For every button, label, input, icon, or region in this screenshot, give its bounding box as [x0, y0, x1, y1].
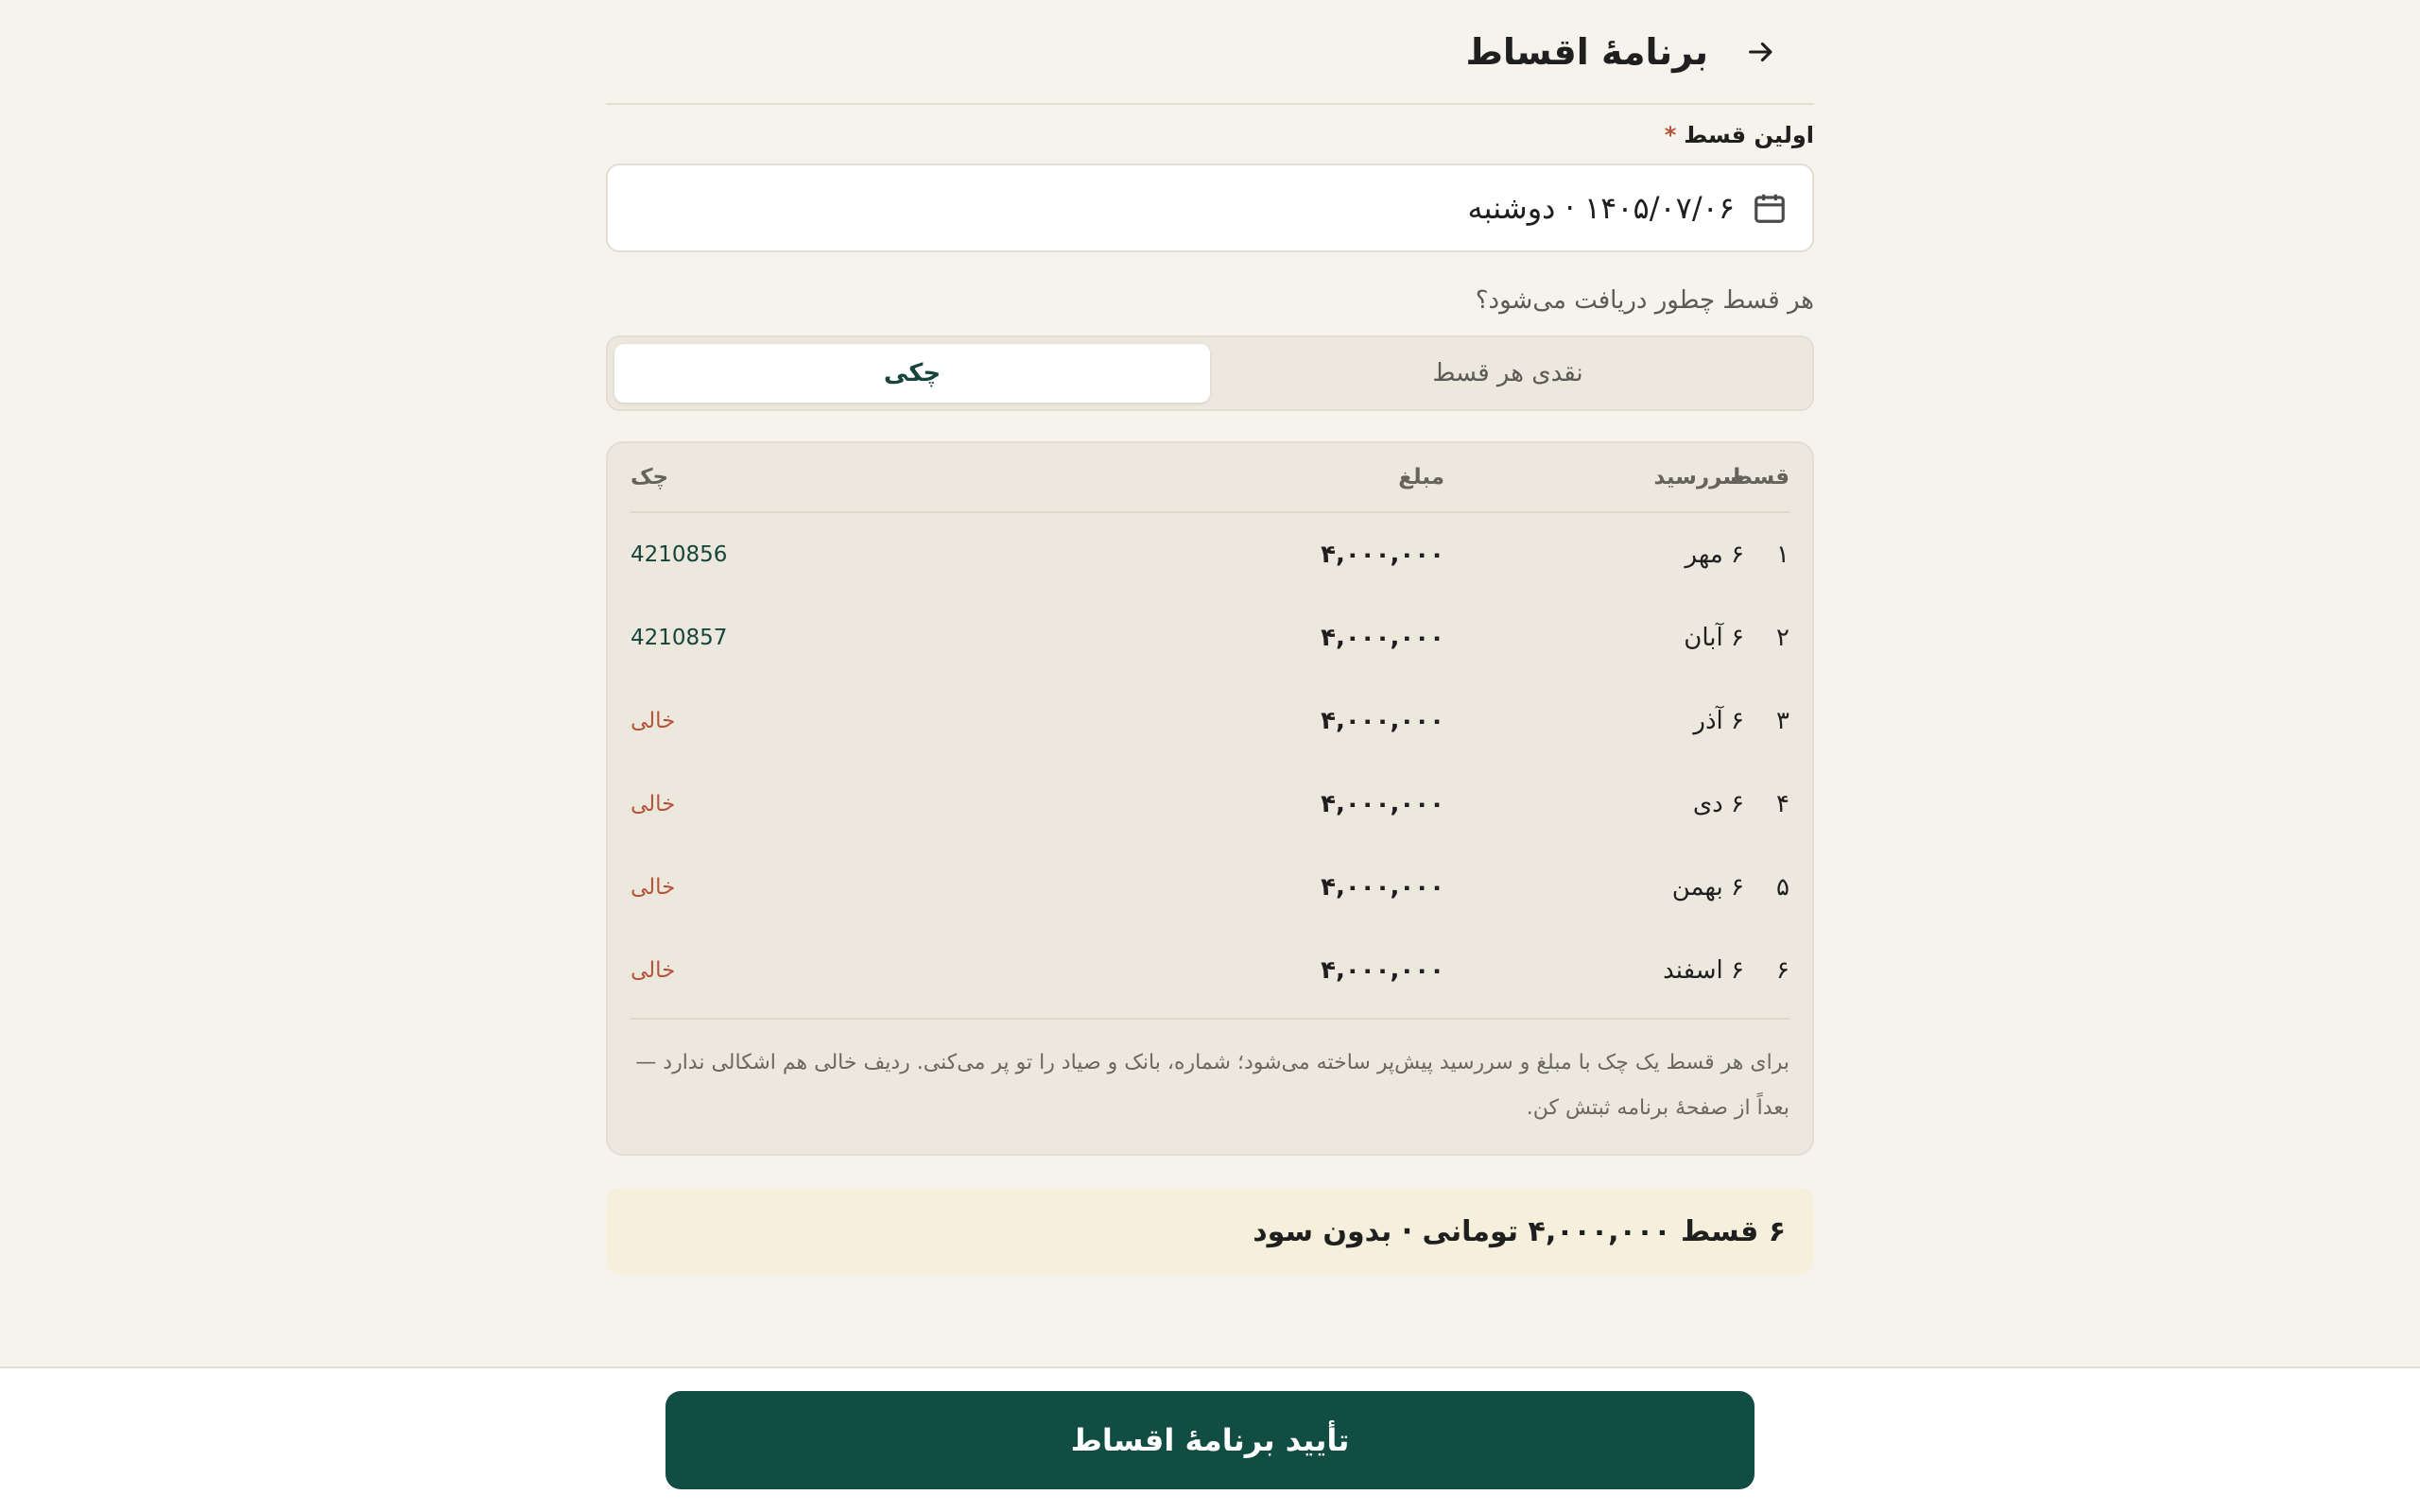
row-amount: ۴,۰۰۰,۰۰۰	[1321, 707, 1444, 735]
first-installment-date-value: ۱۴۰۵/۰۷/۰۶ · دوشنبه	[1467, 190, 1735, 226]
row-due: ۶ آبان	[1684, 624, 1744, 652]
confirm-plan-button[interactable]: تأیید برنامهٔ اقساط	[666, 1391, 1754, 1489]
row-check[interactable]: خالی	[631, 792, 676, 816]
table-row[interactable]	[631, 596, 1789, 679]
table-row[interactable]	[631, 846, 1789, 929]
table-header	[631, 443, 1789, 513]
first-installment-date-field[interactable]	[606, 163, 1814, 252]
row-check[interactable]: 4210857	[631, 626, 728, 650]
first-installment-label	[606, 122, 1814, 148]
table-row[interactable]	[631, 679, 1789, 763]
row-amount: ۴,۰۰۰,۰۰۰	[1321, 790, 1444, 818]
row-number: ۶	[1776, 956, 1789, 985]
page-header	[606, 0, 1814, 105]
first-installment-label-text: اولین قسط	[1684, 122, 1814, 148]
row-amount: ۴,۰۰۰,۰۰۰	[1321, 956, 1444, 985]
installment-plan-page	[606, 0, 1814, 1275]
table-row[interactable]	[631, 929, 1789, 1012]
row-due: ۶ مهر	[1685, 541, 1744, 569]
row-due: ۶ بهمن	[1671, 873, 1744, 902]
row-amount: ۴,۰۰۰,۰۰۰	[1321, 541, 1444, 569]
header-number: قسط	[1729, 465, 1789, 490]
footer-bar	[0, 1366, 2420, 1512]
calendar-icon	[1752, 189, 1788, 227]
option-check[interactable]: چکی	[614, 344, 1210, 403]
row-due: ۶ دی	[1692, 790, 1744, 818]
option-cash[interactable]: نقدی هر قسط	[1432, 359, 1583, 387]
page-title: برنامهٔ اقساط	[1465, 30, 1708, 73]
back-button[interactable]	[1742, 33, 1780, 71]
row-number: ۳	[1776, 707, 1789, 735]
row-due: ۶ اسفند	[1663, 956, 1744, 985]
header-amount: مبلغ	[1398, 465, 1444, 490]
table-row[interactable]	[631, 513, 1789, 596]
row-number: ۲	[1776, 624, 1789, 652]
row-number: ۴	[1776, 790, 1789, 818]
row-check[interactable]: خالی	[631, 958, 676, 983]
table-note: برای هر قسط یک چک با مبلغ و سررسید پیش‌پر ساخته می‌شود؛ شماره، بانک و صیاد را تو پر می‌کنی. ردیف خالی هم اشکالی ندارد — بعداً از صفحهٔ برنامه ثبتش کن.	[631, 1018, 1789, 1131]
row-due: ۶ آذر	[1693, 707, 1744, 735]
arrow-right-icon	[1745, 36, 1777, 68]
row-number: ۱	[1776, 541, 1789, 569]
required-mark: *	[1664, 122, 1677, 148]
row-amount: ۴,۰۰۰,۰۰۰	[1321, 873, 1444, 902]
payment-method-selector	[606, 335, 1814, 411]
payment-method-question: هر قسط چطور دریافت می‌شود؟	[1475, 286, 1814, 315]
row-amount: ۴,۰۰۰,۰۰۰	[1321, 624, 1444, 652]
row-check[interactable]: 4210856	[631, 542, 728, 567]
plan-summary: ۶ قسط ۴,۰۰۰,۰۰۰ تومانی · بدون سود	[606, 1188, 1814, 1275]
row-check[interactable]: خالی	[631, 709, 676, 733]
header-due: سررسید	[1653, 465, 1744, 490]
installments-table	[606, 441, 1814, 1156]
row-check[interactable]: خالی	[631, 875, 676, 900]
row-number: ۵	[1776, 873, 1789, 902]
header-check: چک	[631, 465, 669, 490]
table-row[interactable]	[631, 763, 1789, 846]
